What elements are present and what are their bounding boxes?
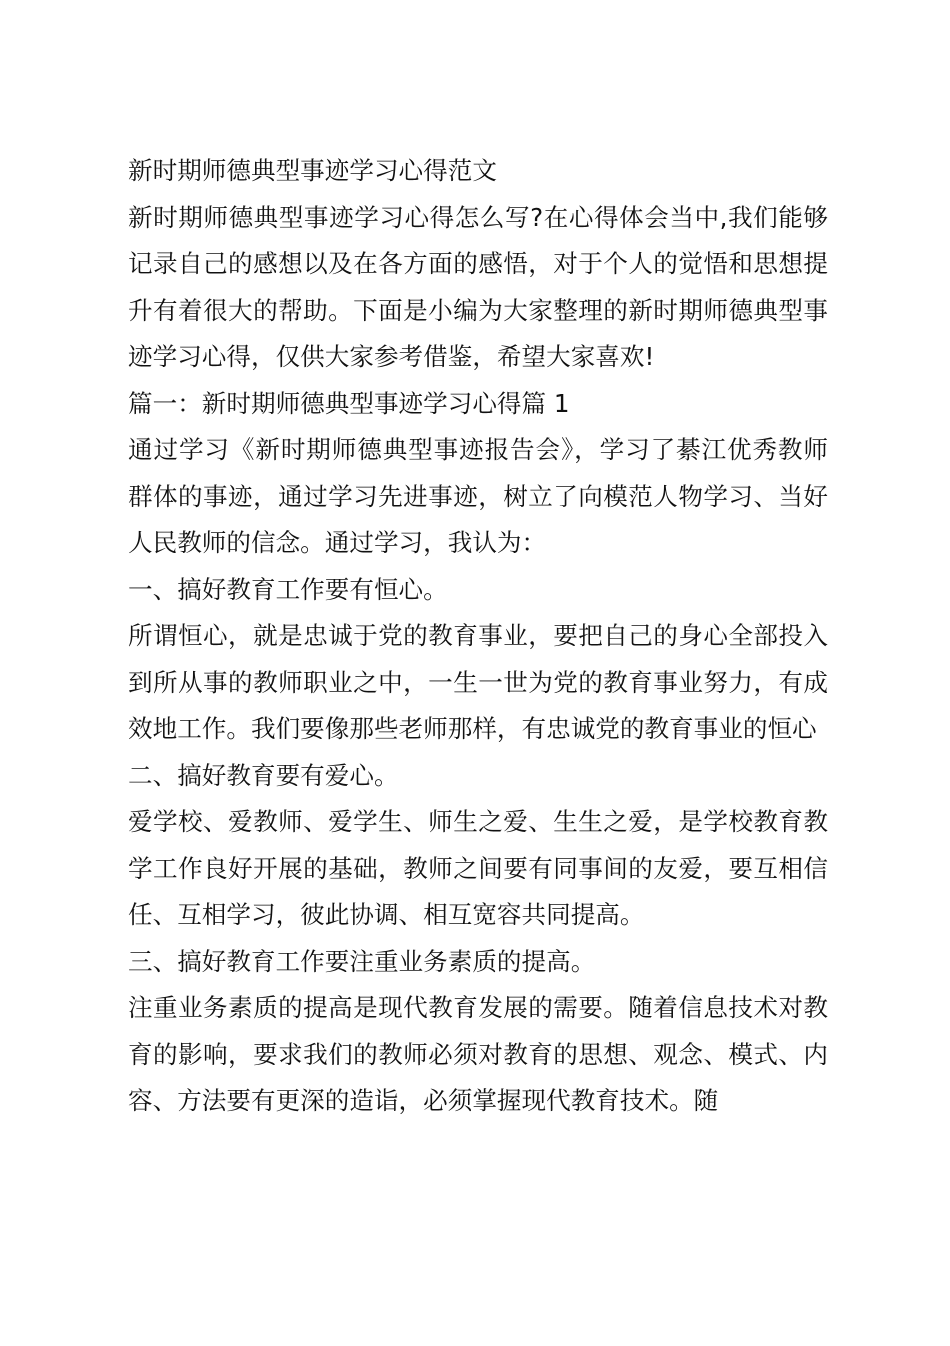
point-heading-2: 二、搞好教育要有爱心。 [128,760,399,790]
document-page [128,148,828,1125]
point-heading-3: 三、搞好教育工作要注重业务素质的提高。 [128,946,596,976]
intro-paragraph: 新时期师德典型事迹学习心得怎么写?在心得体会当中,我们能够记录自己的感想以及在各方面的感悟，对于个人的觉悟和思想提升有着很大的帮助。下面是小编为大家整理的新时期师德典型事迹学习心得，仅供大家参考借鉴，希望大家喜欢! [128,202,828,371]
body-paragraph: 所谓恒心，就是忠诚于党的教育事业，要把自己的身心全部投入到所从事的教师职业之中，一生一世为党的教育事业努力，有成效地工作。我们要像那些老师那样，有忠诚党的教育事业的恒心 [128,621,828,743]
body-paragraph: 爱学校、爱教师、爱学生、师生之爱、生生之爱，是学校教育教学工作良好开展的基础，教师之间要有同事间的友爱，要互相信任、互相学习，彼此协调、相互宽容共同提高。 [128,807,828,929]
body-paragraph: 注重业务素质的提高是现代教育发展的需要。随着信息技术对教育的影响，要求我们的教师必须对教育的思想、观念、模式、内容、方法要有更深的造诣，必须掌握现代教育技术。随 [128,993,828,1115]
document-title: 新时期师德典型事迹学习心得范文 [128,156,497,185]
body-paragraph: 通过学习《新时期师德典型事迹报告会》，学习了綦江优秀教师群体的事迹，通过学习先进事迹，树立了向模范人物学习、当好人民教师的信念。通过学习，我认为： [128,435,828,557]
section-heading: 篇一：新时期师德典型事迹学习心得篇 1 [128,388,570,418]
point-heading-1: 一、搞好教育工作要有恒心。 [128,574,448,604]
